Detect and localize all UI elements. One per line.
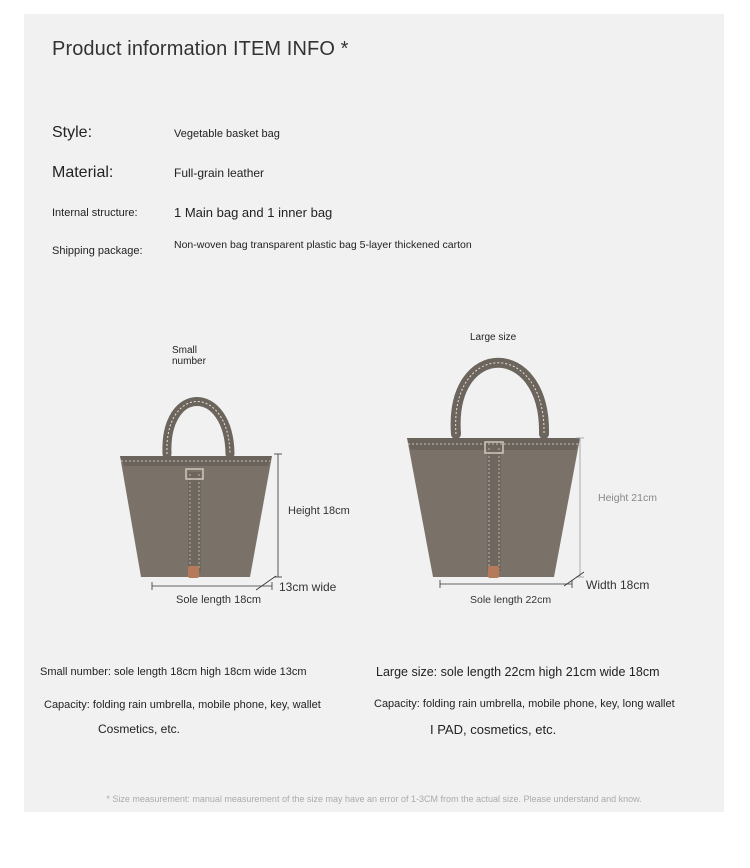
small-width-label: 13cm wide	[279, 580, 337, 594]
large-summary: Large size: sole length 22cm high 21cm wide 18cm	[376, 665, 660, 679]
small-extra: Cosmetics, etc.	[98, 722, 181, 736]
bags-illustration	[24, 14, 724, 812]
small-sole-label: Sole length 18cm	[176, 594, 261, 606]
product-info-card	[24, 14, 724, 812]
page-title: Product information ITEM INFO *	[52, 38, 349, 60]
spec-label-style: Style:	[52, 124, 93, 141]
small-capacity: Capacity: folding rain umbrella, mobile phone, key, wallet	[44, 699, 321, 711]
large-height-label: Height 21cm	[598, 492, 657, 504]
large-size-label: Large size	[470, 332, 517, 343]
spec-value-internal: 1 Main bag and 1 inner bag	[174, 205, 333, 220]
large-capacity: Capacity: folding rain umbrella, mobile phone, key, long wallet	[374, 698, 675, 710]
spec-value-shipping: Non-woven bag transparent plastic bag 5-layer thickened carton	[174, 239, 472, 251]
spec-label-shipping: Shipping package:	[52, 245, 143, 257]
spec-value-material: Full-grain leather	[174, 166, 265, 180]
small-size-label: Small number	[172, 345, 206, 367]
small-height-label: Height 18cm	[288, 505, 350, 517]
large-bag-image	[407, 363, 580, 578]
large-sole-label: Sole length 22cm	[470, 594, 552, 606]
small-summary: Small number: sole length 18cm high 18cm wide 13cm	[40, 666, 307, 678]
spec-label-internal: Internal structure:	[52, 207, 138, 219]
large-extra: I PAD, cosmetics, etc.	[430, 722, 557, 737]
spec-value-style: Vegetable basket bag	[174, 128, 280, 140]
spec-label-material: Material:	[52, 164, 114, 181]
large-width-label: Width 18cm	[586, 578, 650, 592]
small-bag-image	[120, 402, 272, 579]
size-disclaimer: * Size measurement: manual measurement of the size may have an error of 1-3CM from the actual size. Please understand and know.	[106, 794, 642, 804]
